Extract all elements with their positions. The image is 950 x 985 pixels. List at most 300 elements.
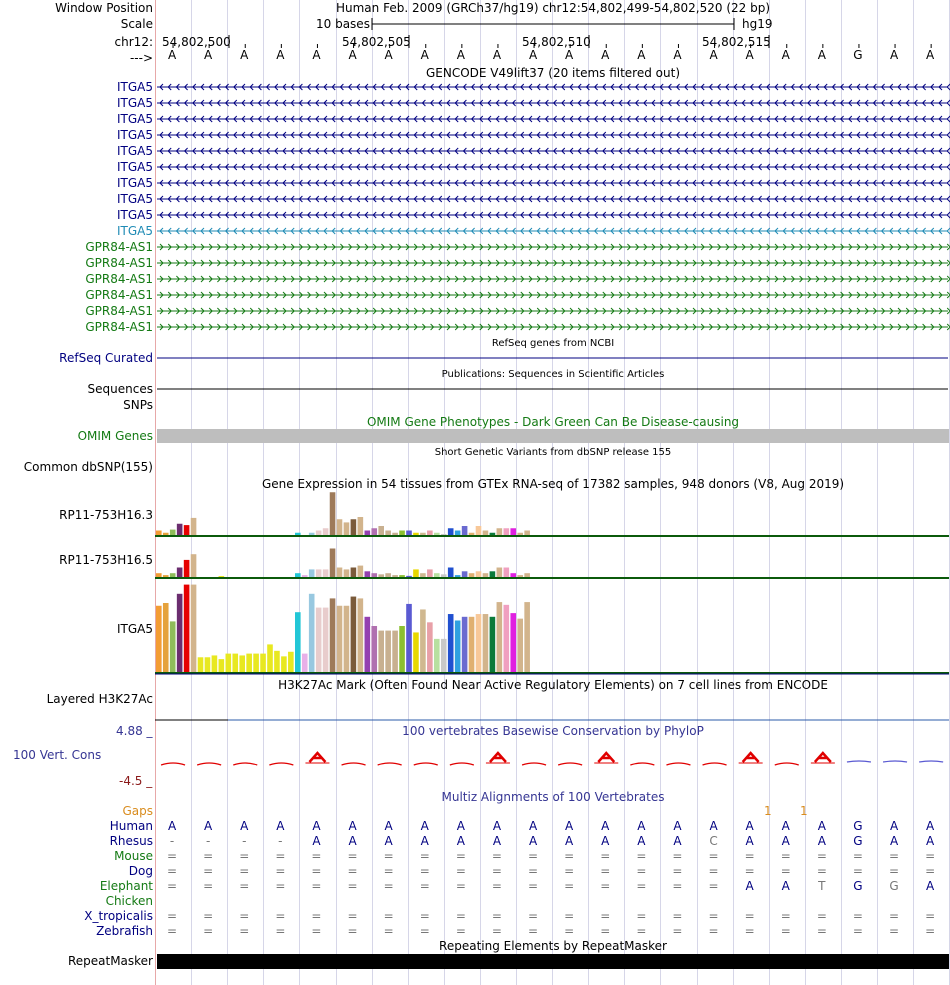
gtex-tissue-bar	[462, 617, 468, 672]
aligned-base: A	[384, 834, 393, 848]
phylop-track-title: 100 vertebrates Basewise Conservation by PhyloP	[402, 724, 704, 738]
gtex-tissue-bar	[427, 531, 433, 536]
aligned-base: =	[167, 864, 178, 878]
phylop-signal	[342, 763, 366, 765]
aligned-base: =	[528, 909, 539, 923]
gtex-tissue-bar	[295, 533, 301, 535]
gtex-tissue-bar	[510, 573, 516, 577]
aligned-base: =	[275, 879, 286, 893]
gtex-tissue-bar	[219, 576, 225, 577]
gtex-tissue-bar	[371, 626, 377, 672]
aligned-base: =	[564, 864, 575, 878]
gtex-tissue-bar	[365, 617, 371, 672]
gtex-tissue-bar	[469, 617, 475, 672]
gtex-tissue-bar	[413, 569, 419, 577]
aligned-base: =	[383, 879, 394, 893]
scale-text: 10 bases	[316, 17, 370, 31]
aligned-base: A	[601, 819, 610, 833]
chrom-label: chr12:	[114, 35, 153, 49]
gtex-tissue-bar	[455, 620, 461, 672]
gtex-tissue-bar	[469, 573, 475, 577]
gtex-tissue-bar	[184, 585, 190, 672]
phylop-signal	[233, 763, 257, 765]
aligned-base: =	[636, 924, 647, 938]
gtex-tissue-bar	[406, 576, 412, 577]
gtex-tissue-bar	[309, 533, 315, 535]
aligned-base: =	[708, 909, 719, 923]
gtex-tissue-bar	[462, 571, 468, 577]
aligned-base: =	[347, 924, 358, 938]
aligned-base: =	[672, 864, 683, 878]
gtex-tissue-bar	[483, 614, 489, 672]
phylop-signal	[269, 763, 293, 765]
phylop-signal	[630, 763, 654, 765]
aligned-base: =	[419, 849, 430, 863]
phylop-min-label: -4.5 _	[119, 774, 153, 788]
aligned-base: =	[780, 864, 791, 878]
strand-label: --->	[129, 51, 153, 65]
gencode-gene-label[interactable]: ITGA5	[116, 208, 153, 222]
aligned-base: =	[636, 909, 647, 923]
gtex-tissue-bar	[378, 631, 384, 672]
aligned-base: =	[311, 924, 322, 938]
aligned-base: =	[167, 909, 178, 923]
species-label[interactable]: Zebrafish	[96, 924, 153, 938]
gencode-gene-label[interactable]: ITGA5	[116, 176, 153, 190]
gtex-tissue-bar	[392, 533, 398, 535]
gtex-tissue-bar	[253, 654, 259, 672]
gtex-tissue-bar	[399, 575, 405, 577]
aligned-base: =	[564, 924, 575, 938]
aligned-base: =	[419, 924, 430, 938]
aligned-base: =	[383, 909, 394, 923]
repeatmasker-track-label[interactable]: RepeatMasker	[67, 954, 153, 968]
phylop-conserved-base	[309, 753, 325, 762]
aligned-base: -	[278, 834, 283, 848]
gtex-tissue-bar	[177, 594, 183, 672]
gtex-tissue-bar	[497, 528, 503, 535]
gtex-tissue-bar	[358, 598, 364, 672]
phylop-signal	[558, 763, 582, 765]
aligned-base: =	[672, 849, 683, 863]
aligned-base: =	[925, 849, 936, 863]
aligned-base: =	[347, 864, 358, 878]
aligned-base: =	[925, 924, 936, 938]
gap-count: 1	[800, 804, 808, 818]
reference-base: A	[384, 48, 393, 62]
aligned-base: =	[816, 849, 827, 863]
gtex-tissue-bar	[191, 554, 197, 577]
phylop-signal	[450, 763, 474, 765]
gtex-tissue-bar	[316, 608, 322, 672]
aligned-base: =	[600, 879, 611, 893]
aligned-base: =	[239, 849, 250, 863]
aligned-base: =	[528, 864, 539, 878]
phylop-conserved-base	[490, 753, 506, 762]
gtex-tissue-bar	[337, 568, 343, 578]
phylop-track-label[interactable]: 100 Vert. Cons	[13, 748, 102, 762]
gencode-gene-label[interactable]: ITGA5	[116, 96, 153, 110]
gtex-tissue-bar	[344, 522, 350, 535]
aligned-base: A	[528, 819, 538, 833]
aligned-base: =	[455, 924, 466, 938]
aligned-base: =	[600, 924, 611, 938]
gaps-label[interactable]: Gaps	[122, 804, 153, 818]
phylop-signal	[666, 763, 690, 765]
phylop-signal-negative	[847, 761, 871, 762]
aligned-base: =	[491, 879, 502, 893]
gtex-tissue-bar	[392, 575, 398, 577]
species-label[interactable]: Human	[109, 819, 153, 833]
aligned-base: A	[348, 834, 357, 848]
gencode-gene-label[interactable]: ITGA5	[116, 160, 153, 174]
gtex-tissue-bar	[427, 569, 433, 577]
aligned-base: =	[275, 864, 286, 878]
aligned-base: =	[564, 849, 575, 863]
gtex-tissue-bar	[434, 533, 440, 535]
gencode-gene-label[interactable]: ITGA5	[116, 224, 153, 238]
gtex-tissue-bar	[219, 659, 225, 672]
gtex-tissue-bar	[156, 606, 162, 672]
aligned-base: =	[239, 879, 250, 893]
gtex-tissue-bar	[434, 639, 440, 672]
reference-base: A	[492, 48, 502, 62]
aligned-base: =	[455, 879, 466, 893]
gtex-tissue-bar	[344, 606, 350, 672]
gtex-tissue-bar	[413, 632, 419, 672]
aligned-base: A	[492, 819, 502, 833]
gencode-gene-label[interactable]: ITGA5	[116, 144, 153, 158]
snps-label[interactable]: SNPs	[123, 398, 153, 412]
gtex-tissue-bar	[504, 528, 510, 535]
aligned-base: =	[455, 909, 466, 923]
aligned-base: A	[565, 819, 574, 833]
reference-base: A	[528, 48, 538, 62]
aligned-base: =	[455, 849, 466, 863]
aligned-base: A	[673, 834, 682, 848]
aligned-base: =	[491, 924, 502, 938]
gtex-tissue-bar	[232, 654, 238, 672]
gtex-tissue-bar	[483, 531, 489, 536]
gtex-tissue-bar	[358, 517, 364, 535]
aligned-base: =	[852, 849, 863, 863]
gtex-tissue-bar	[330, 492, 336, 535]
gencode-gene-label[interactable]: GPR84-AS1	[85, 272, 153, 286]
gencode-gene-label[interactable]: ITGA5	[116, 128, 153, 142]
omim-track-label[interactable]: OMIM Genes	[77, 429, 153, 443]
gtex-tissue-bar	[392, 631, 398, 672]
aligned-base: A	[204, 819, 213, 833]
aligned-base: A	[709, 819, 718, 833]
aligned-base: =	[311, 864, 322, 878]
aligned-base: =	[600, 864, 611, 878]
gtex-tissue-bar	[413, 533, 419, 535]
phylop-max-label: 4.88 _	[116, 724, 153, 738]
aligned-base: G	[853, 819, 863, 833]
aligned-base: =	[600, 909, 611, 923]
aligned-base: =	[780, 909, 791, 923]
refseq-track-label[interactable]: RefSeq Curated	[59, 351, 153, 365]
window-position-label: Window Position	[55, 1, 153, 15]
aligned-base: =	[311, 909, 322, 923]
scale-label: Scale	[120, 17, 153, 31]
gtex-tissue-bar	[420, 609, 426, 672]
gtex-gene-label[interactable]: RP11-753H16.5	[59, 553, 153, 567]
gtex-tissue-bar	[212, 655, 218, 672]
phylop-signal	[414, 763, 438, 765]
aligned-base: A	[745, 834, 754, 848]
phylop-signal	[522, 763, 546, 765]
gtex-tissue-bar	[309, 569, 315, 577]
gtex-tissue-bar	[191, 585, 197, 672]
gtex-tissue-bar	[399, 626, 405, 672]
species-label[interactable]: Elephant	[99, 879, 153, 893]
aligned-base: =	[239, 909, 250, 923]
species-label[interactable]: Dog	[128, 864, 153, 878]
gtex-tissue-bar	[524, 531, 530, 536]
gtex-tissue-bar	[274, 651, 280, 672]
gtex-tissue-bar	[448, 614, 454, 672]
gtex-tissue-bar	[504, 568, 510, 578]
gtex-tissue-bar	[378, 574, 384, 577]
gtex-tissue-bar	[441, 574, 447, 577]
aligned-base: =	[203, 864, 214, 878]
gencode-gene-label[interactable]: GPR84-AS1	[85, 240, 153, 254]
phylop-signal-negative	[919, 761, 943, 762]
gencode-track-title: GENCODE V49lift37 (20 items filtered out)	[425, 66, 681, 80]
reference-base: A	[601, 48, 610, 62]
gtex-tissue-bar	[337, 519, 343, 535]
gtex-tissue-bar	[281, 656, 287, 672]
aligned-base: T	[818, 879, 826, 893]
aligned-base: A	[348, 819, 357, 833]
aligned-base: =	[708, 849, 719, 863]
aligned-base: =	[311, 879, 322, 893]
gtex-tissue-bar	[323, 569, 329, 577]
gtex-tissue-bar	[170, 621, 176, 672]
aligned-base: =	[383, 849, 394, 863]
aligned-base: =	[925, 864, 936, 878]
aligned-base: =	[275, 909, 286, 923]
aligned-base: =	[528, 924, 539, 938]
aligned-base: =	[564, 909, 575, 923]
gtex-tissue-bar	[469, 533, 475, 535]
gtex-tissue-bar	[351, 519, 357, 535]
aligned-base: =	[672, 879, 683, 893]
aligned-base: -	[205, 834, 211, 848]
aligned-base: =	[383, 924, 394, 938]
reference-base: A	[637, 48, 646, 62]
gtex-tissue-bar	[316, 569, 322, 577]
gencode-gene-label[interactable]: ITGA5	[116, 192, 153, 206]
aligned-base: =	[311, 849, 322, 863]
gap-count: 1	[764, 804, 772, 818]
window-position-value: Human Feb. 2009 (GRCh37/hg19) chr12:54,802,499-54,802,520 (22 bp)	[335, 1, 771, 15]
gencode-gene-label[interactable]: GPR84-AS1	[85, 288, 153, 302]
aligned-base: A	[492, 834, 502, 848]
aligned-base: =	[491, 864, 502, 878]
omim-feature-bar	[157, 429, 949, 443]
aligned-base: =	[816, 864, 827, 878]
aligned-base: A	[420, 834, 429, 848]
gtex-tissue-bar	[510, 613, 516, 672]
gtex-tissue-bar	[323, 608, 329, 672]
aligned-base: =	[636, 849, 647, 863]
gtex-tissue-bar	[358, 566, 364, 577]
aligned-base: C	[709, 834, 718, 848]
aligned-base: =	[383, 864, 394, 878]
aligned-base: A	[745, 819, 754, 833]
gtex-tissue-bar	[490, 617, 496, 672]
gencode-gene-label[interactable]: GPR84-AS1	[85, 304, 153, 318]
aligned-base: =	[744, 909, 755, 923]
coord-tick-label: 54,802,515	[702, 35, 771, 49]
gtex-tissue-bar	[170, 573, 176, 577]
aligned-base: =	[491, 909, 502, 923]
aligned-base: G	[889, 879, 899, 893]
repeatmasker-track-title: Repeating Elements by RepeatMasker	[439, 939, 667, 953]
aligned-base: =	[419, 864, 430, 878]
aligned-base: =	[672, 924, 683, 938]
species-label[interactable]: Rhesus	[109, 834, 153, 848]
aligned-base: A	[926, 819, 935, 833]
reference-base: A	[565, 48, 574, 62]
gtex-tissue-bar	[163, 575, 169, 577]
aligned-base: =	[347, 909, 358, 923]
aligned-base: =	[889, 849, 900, 863]
phylop-signal	[197, 763, 221, 765]
gtex-tissue-bar	[365, 571, 371, 577]
aligned-base: =	[780, 924, 791, 938]
gtex-tissue-bar	[476, 614, 482, 672]
aligned-base: =	[203, 909, 214, 923]
gtex-tissue-bar	[156, 573, 162, 577]
reference-base: A	[781, 48, 790, 62]
aligned-base: A	[456, 819, 465, 833]
gtex-tissue-bar	[295, 612, 301, 672]
species-label[interactable]: Mouse	[114, 849, 153, 863]
aligned-base: =	[203, 924, 214, 938]
gtex-tissue-bar	[330, 549, 336, 578]
multiz-track-title: Multiz Alignments of 100 Vertebrates	[441, 790, 665, 804]
gtex-tissue-bar	[226, 654, 232, 672]
gtex-tissue-bar	[205, 657, 211, 672]
gtex-tissue-bar	[441, 534, 447, 535]
gtex-tissue-bar	[267, 644, 273, 672]
gtex-tissue-bar	[476, 571, 482, 577]
aligned-base: A	[889, 834, 899, 848]
phylop-conserved-base	[743, 753, 759, 762]
dbsnp-track-label[interactable]: Common dbSNP(155)	[23, 460, 153, 474]
gtex-tissue-bar	[184, 560, 190, 577]
gtex-tissue-bar	[483, 573, 489, 577]
species-label[interactable]: X_tropicalis	[84, 909, 153, 923]
h3k27ac-track-title: H3K27Ac Mark (Often Found Near Active Regulatory Elements) on 7 cell lines from ENCODE	[278, 678, 828, 692]
aligned-base: A	[781, 819, 790, 833]
aligned-base: A	[637, 819, 646, 833]
gtex-tissue-bar	[184, 525, 190, 535]
gtex-tissue-bar	[524, 602, 530, 672]
reference-base: A	[745, 48, 754, 62]
aligned-base: =	[600, 849, 611, 863]
aligned-base: =	[275, 924, 286, 938]
gtex-tissue-bar	[504, 605, 510, 672]
aligned-base: A	[926, 834, 935, 848]
dbsnp-track-title: Short Genetic Variants from dbSNP release 155	[434, 447, 672, 458]
aligned-base: =	[491, 849, 502, 863]
gtex-tissue-bar	[288, 652, 294, 672]
reference-base: A	[456, 48, 465, 62]
phylop-conserved-base	[598, 753, 614, 762]
gtex-tissue-bar	[476, 526, 482, 535]
species-label[interactable]: Chicken	[105, 894, 153, 908]
publications-track-label[interactable]: Sequences	[87, 382, 153, 396]
gencode-gene-label[interactable]: GPR84-AS1	[85, 320, 153, 334]
phylop-signal	[161, 763, 185, 765]
gencode-gene-label[interactable]: ITGA5	[116, 112, 153, 126]
gtex-tissue-bar	[309, 594, 315, 672]
aligned-base: A	[312, 819, 321, 833]
reference-base: A	[348, 48, 357, 62]
aligned-base: =	[852, 909, 863, 923]
gtex-tissue-bar	[517, 533, 523, 535]
aligned-base: =	[167, 924, 178, 938]
gtex-tissue-bar	[385, 573, 391, 577]
aligned-base: G	[853, 879, 863, 893]
gtex-tissue-bar	[163, 603, 169, 672]
gencode-gene-label[interactable]: GPR84-AS1	[85, 256, 153, 270]
phylop-conserved-base	[815, 753, 831, 762]
aligned-base: =	[889, 909, 900, 923]
gtex-tissue-bar	[385, 531, 391, 536]
gtex-tissue-bar	[510, 528, 516, 535]
gtex-tissue-bar	[524, 573, 530, 577]
aligned-base: =	[744, 864, 755, 878]
reference-base: A	[312, 48, 321, 62]
reference-base: A	[420, 48, 429, 62]
aligned-base: =	[816, 924, 827, 938]
aligned-base: A	[456, 834, 465, 848]
aligned-base: =	[925, 909, 936, 923]
gtex-tissue-bar	[246, 654, 252, 672]
gtex-track-title: Gene Expression in 54 tissues from GTEx RNA-seq of 17382 samples, 948 donors (V8, Aug 2019)	[261, 477, 845, 491]
gtex-tissue-bar	[163, 533, 169, 535]
gtex-gene-label[interactable]: ITGA5	[116, 622, 153, 636]
reference-base: G	[853, 48, 863, 62]
gtex-tissue-bar	[371, 528, 377, 535]
aligned-base: A	[240, 819, 249, 833]
reference-base: A	[817, 48, 826, 62]
gtex-tissue-bar	[177, 524, 183, 535]
gtex-tissue-bar	[448, 568, 454, 578]
aligned-base: G	[853, 834, 863, 848]
gtex-tissue-bar	[517, 619, 523, 672]
gtex-tissue-bar	[406, 531, 412, 536]
publications-track-title: Publications: Sequences in Scientific Articles	[441, 369, 665, 380]
gtex-tissue-bar	[462, 526, 468, 535]
gencode-gene-label[interactable]: ITGA5	[116, 80, 153, 94]
aligned-base: A	[167, 819, 177, 833]
gtex-tissue-bar	[406, 604, 412, 672]
gtex-gene-label[interactable]: RP11-753H16.3	[59, 508, 153, 522]
aligned-base: A	[528, 834, 538, 848]
gtex-tissue-bar	[330, 598, 336, 672]
gtex-tissue-bar	[295, 573, 301, 577]
gtex-tissue-bar	[497, 568, 503, 578]
gtex-tissue-bar	[455, 531, 461, 536]
aligned-base: A	[889, 819, 899, 833]
h3k27ac-track-label[interactable]: Layered H3K27Ac	[46, 692, 153, 706]
